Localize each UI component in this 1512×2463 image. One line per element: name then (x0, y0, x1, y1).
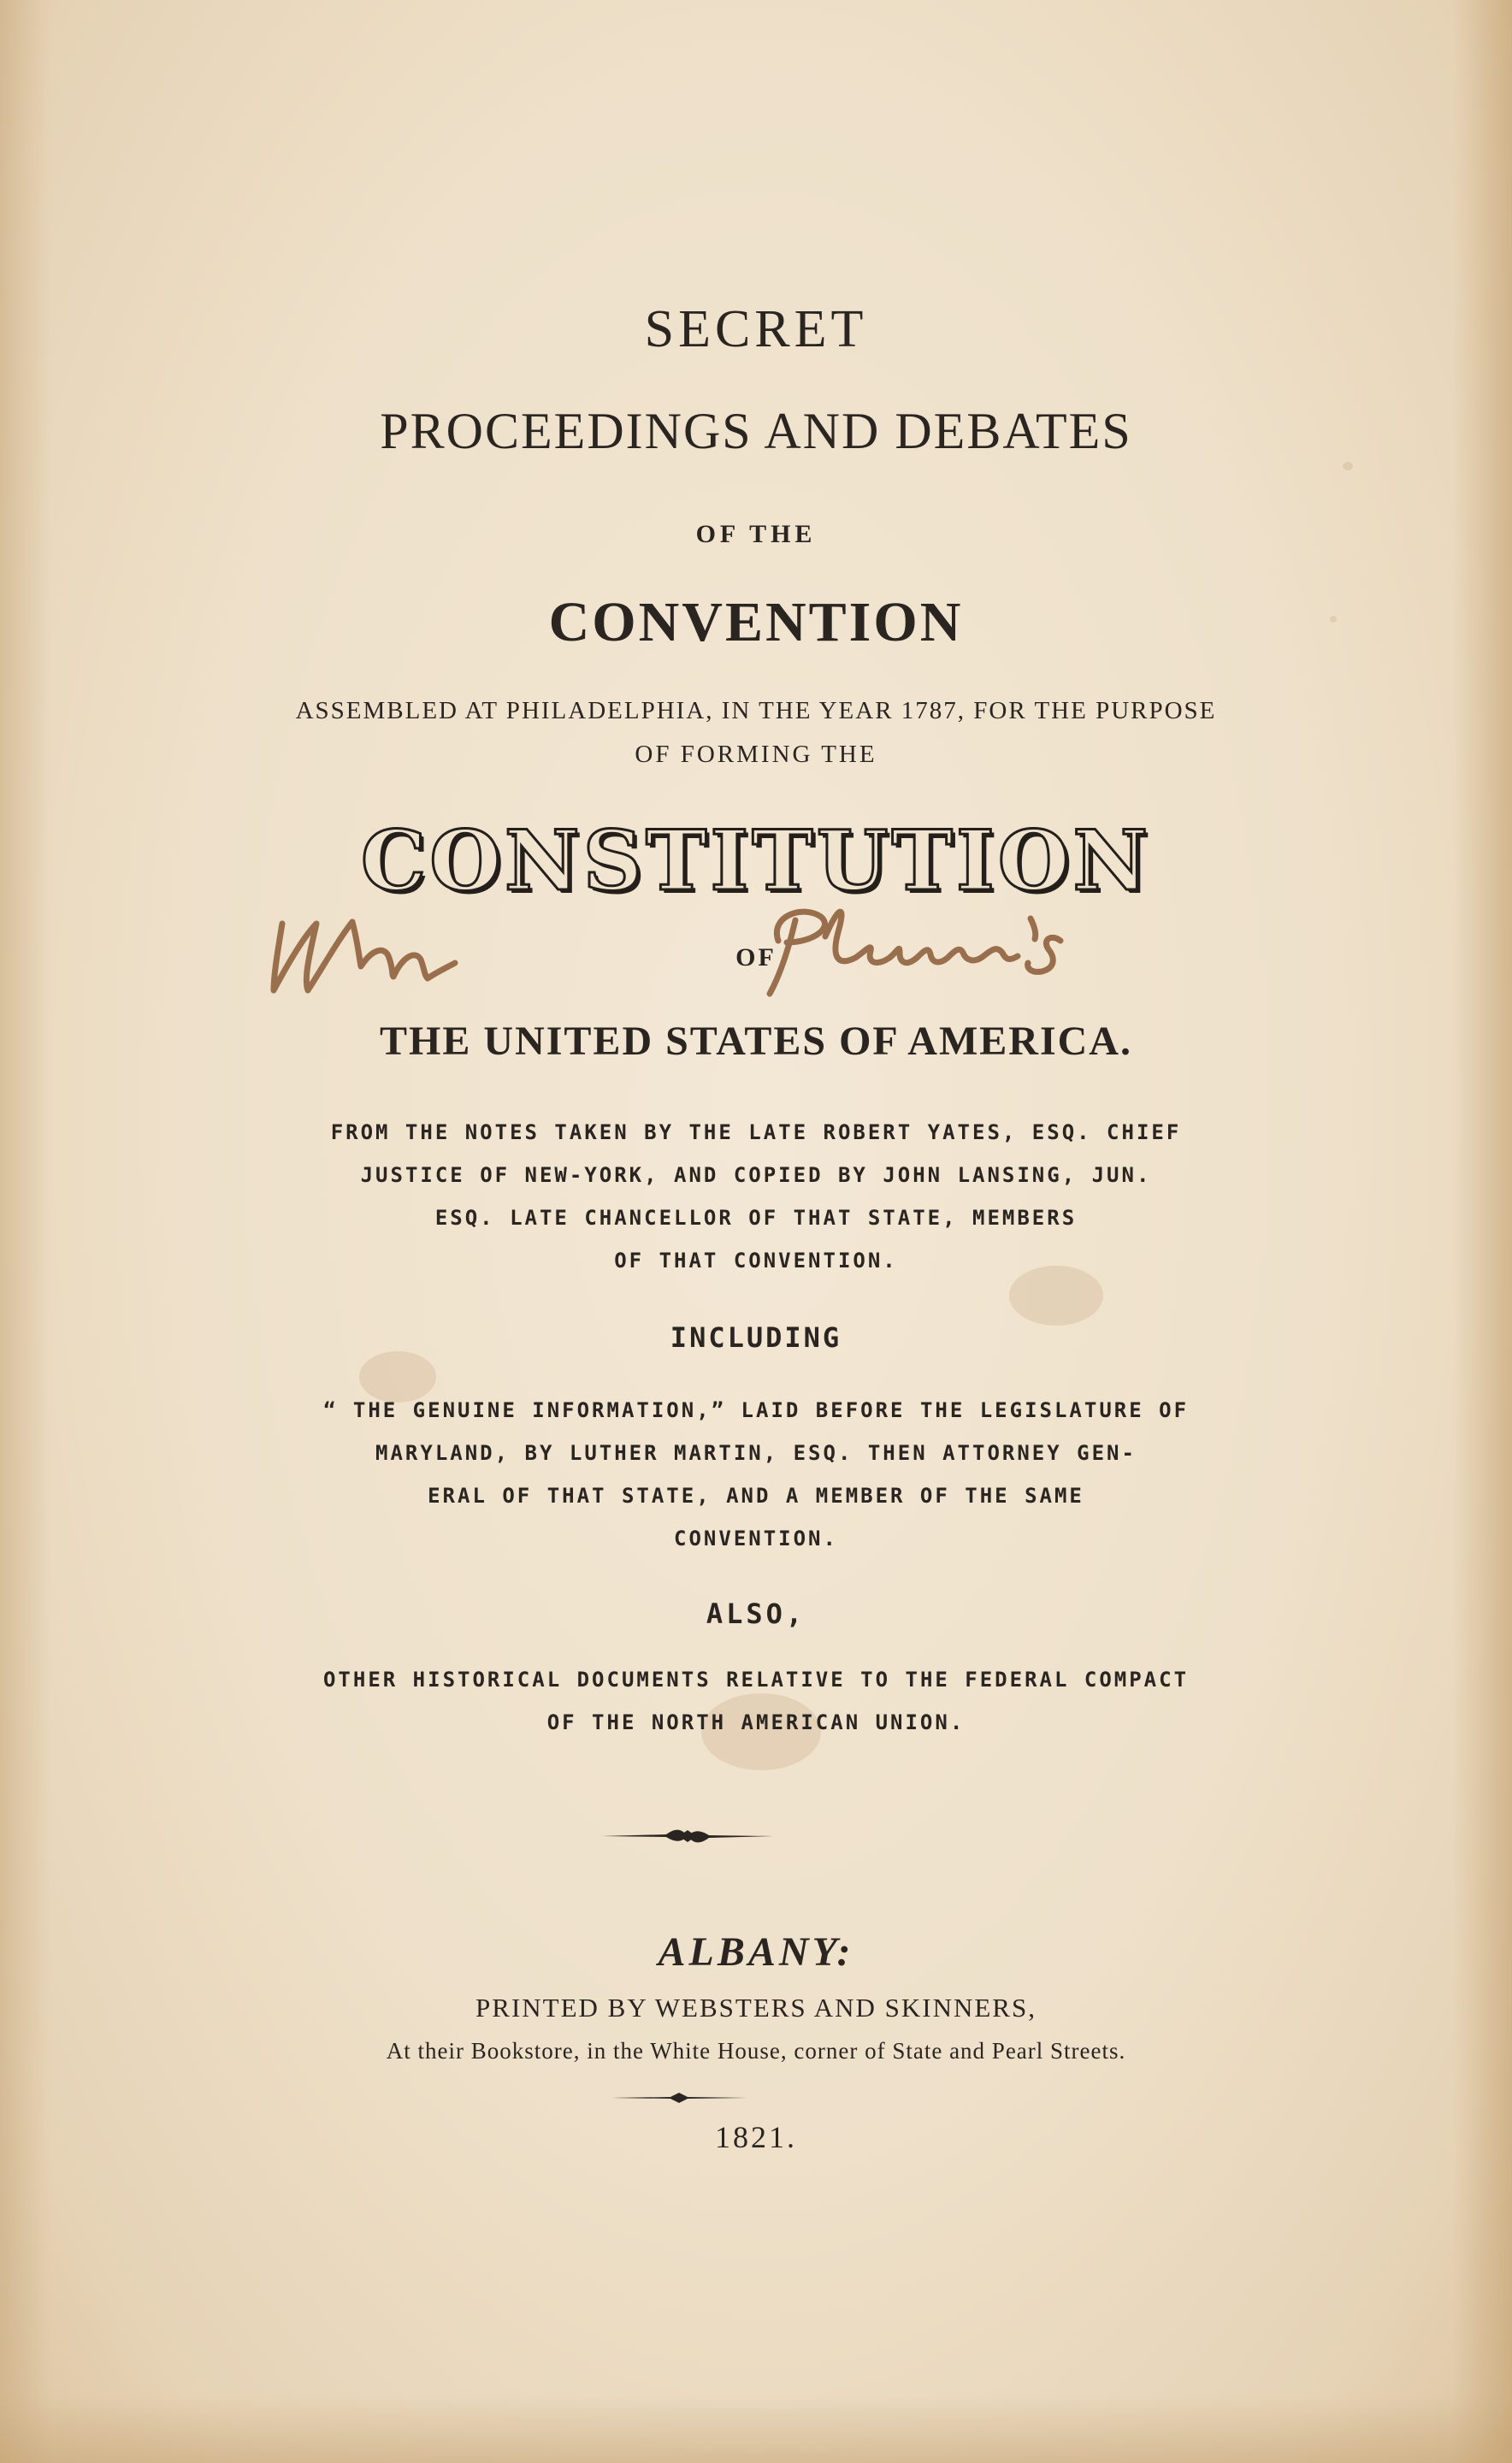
paper-edge-left (0, 0, 51, 2463)
including-heading: INCLUDING (670, 1321, 842, 1354)
title-convention: CONVENTION (548, 591, 964, 653)
paper-edge-bottom (0, 2395, 1512, 2463)
foxing-spot (1343, 462, 1353, 470)
printers-ornament (602, 1823, 773, 1849)
from-notes-line: ESQ. LATE CHANCELLOR OF THAT STATE, MEMBERS (434, 1206, 1078, 1230)
title-of-the: OF THE (695, 520, 817, 548)
title-proceedings: PROCEEDINGS AND DEBATES (380, 403, 1132, 459)
imprint-address: At their Bookstore, in the White House, corner of State and Pearl Streets. (386, 2038, 1126, 2064)
from-notes-line: FROM THE NOTES TAKEN BY THE LATE ROBERT YATES, ESQ. CHIEF (330, 1120, 1182, 1144)
assembled-line-2: OF FORMING THE (635, 741, 877, 768)
genuine-information-line: “ THE GENUINE INFORMATION,” LAID BEFORE THE LEGISLATURE OF (322, 1398, 1190, 1422)
paper-edge-right (1452, 0, 1512, 2463)
also-heading: ALSO, (706, 1598, 806, 1630)
foxing-spot (359, 1351, 436, 1403)
imprint-city: ALBANY: (658, 1929, 854, 1975)
title-of: OF (735, 943, 777, 972)
title-constitution: CONSTITUTION (360, 812, 1152, 909)
assembled-line-1: ASSEMBLED AT PHILADELPHIA, IN THE YEAR 1787, FOR THE PURPOSE (295, 697, 1217, 724)
genuine-information-line: MARYLAND, BY LUTHER MARTIN, ESQ. THEN ATTORNEY GEN- (375, 1441, 1137, 1465)
from-notes-line: JUSTICE OF NEW-YORK, AND COPIED BY JOHN LANSING, JUN. (360, 1163, 1152, 1187)
other-documents-line: OTHER HISTORICAL DOCUMENTS RELATIVE TO THE FEDERAL COMPACT (322, 1668, 1190, 1692)
title-usa: THE UNITED STATES OF AMERICA. (380, 1019, 1132, 1064)
foxing-spot (1009, 1266, 1103, 1326)
imprint-printer: PRINTED BY WEBSTERS AND SKINNERS, (475, 1993, 1037, 2023)
genuine-information-line: ERAL OF THAT STATE, AND A MEMBER OF THE SAME (428, 1484, 1084, 1508)
imprint-year: 1821. (715, 2120, 797, 2154)
other-documents-line: OF THE NORTH AMERICAN UNION. (546, 1710, 966, 1734)
genuine-information-line: CONVENTION. (674, 1527, 838, 1550)
from-notes-line: OF THAT CONVENTION. (614, 1249, 898, 1273)
title-secret: SECRET (644, 300, 868, 358)
rule-divider (611, 2089, 747, 2106)
